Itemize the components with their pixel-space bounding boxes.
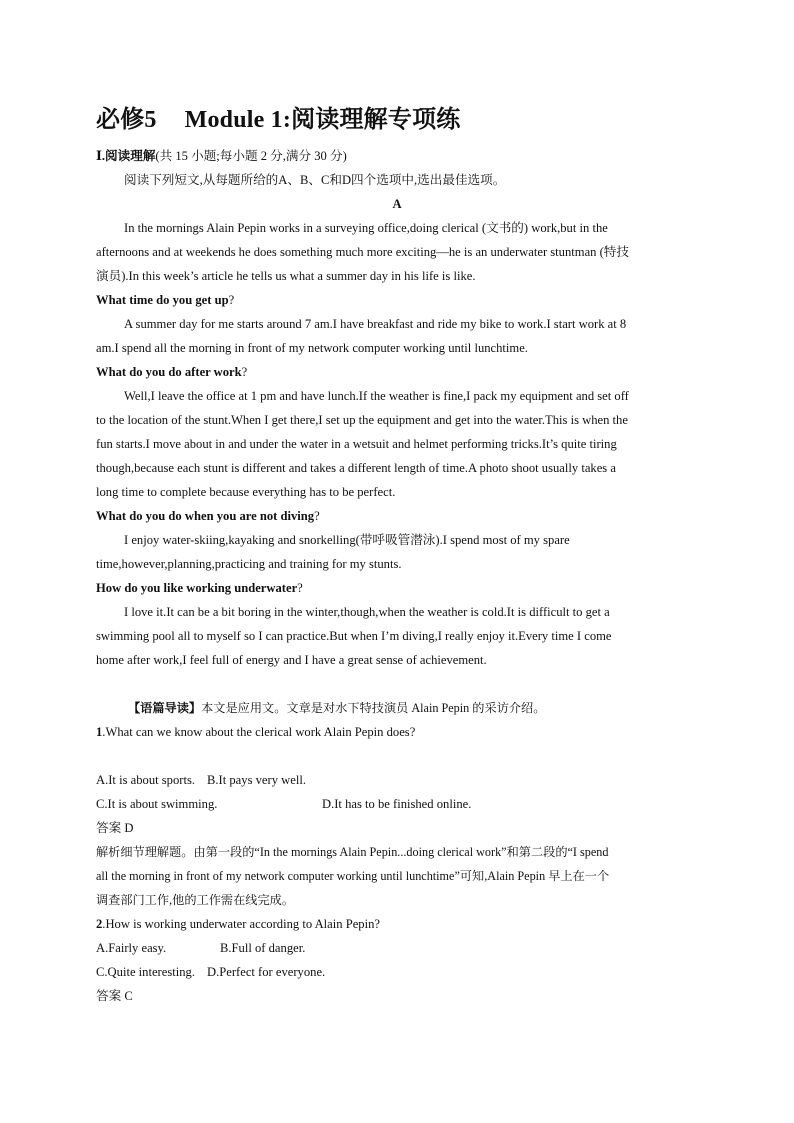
page-title bbox=[96, 106, 460, 134]
answer-line: I love it.It can be a bit boring in the winter,though,when the weather is cold.It is difficult to get a bbox=[124, 605, 610, 619]
interview-question-text: How do you like working underwater bbox=[96, 581, 298, 595]
question-2-options-row2 bbox=[96, 964, 692, 980]
question-2-stem bbox=[96, 916, 692, 932]
question-text: .What can we know about the clerical work Alain Pepin does? bbox=[102, 725, 416, 739]
interview-question-text: What time do you get up bbox=[96, 293, 229, 307]
interview-question-text: What do you do after work bbox=[96, 365, 242, 379]
answer-line: fun starts.I move about in and under the water in a wetsuit and helmet performing tricks.It’s quite tiring bbox=[96, 437, 617, 451]
interview-question-3: What do you do when you are not diving? bbox=[96, 509, 320, 523]
answer-line: home after work,I feel full of energy and I have a great sense of achievement. bbox=[96, 653, 487, 667]
answer-line: Well,I leave the office at 1 pm and have lunch.If the weather is fine,I pack my equipment and set off bbox=[124, 389, 629, 403]
section-heading bbox=[96, 148, 692, 164]
explanation-line: 解析细节理解题。由第一段的“In the mornings Alain Pepin...doing clerical work”和第二段的“I spend bbox=[96, 845, 609, 859]
answer-line: I enjoy water-skiing,kayaking and snorkelling(带呼吸管潜泳).I spend most of my spare bbox=[124, 533, 570, 547]
answer-key: 答案 D bbox=[96, 821, 134, 835]
instruction: 阅读下列短文,从每题所给的A、B、C和D四个选项中,选出最佳选项。 bbox=[124, 173, 506, 187]
answer-key: 答案 C bbox=[96, 989, 133, 1003]
explanation-line: 调查部门工作,他的工作需在线完成。 bbox=[96, 893, 295, 907]
passage-line: afternoons and at weekends he does something much more exciting—he is an underwater stuntman (特技 bbox=[96, 245, 629, 259]
interview-question-text: What do you do when you are not diving bbox=[96, 509, 315, 523]
option-b: B.It pays very well. bbox=[207, 773, 306, 787]
answer-line: A summer day for me starts around 7 am.I have breakfast and ride my bike to work.I start work at 8 bbox=[124, 317, 627, 331]
passage-line: In the mornings Alain Pepin works in a surveying office,doing clerical (文书的) work,but in the bbox=[124, 221, 608, 235]
question-number: 1 bbox=[96, 725, 103, 739]
question-1-stem bbox=[96, 724, 692, 740]
passage-label: A bbox=[392, 197, 402, 211]
guide-text: 本文是应用文。文章是对水下特技演员 Alain Pepin 的采访介绍。 bbox=[201, 701, 546, 715]
answer-line: time,however,planning,practicing and training for my stunts. bbox=[96, 557, 402, 571]
interview-question-4: How do you like working underwater? bbox=[96, 581, 303, 595]
question-text: .How is working underwater according to Alain Pepin? bbox=[102, 917, 380, 931]
answer-line: swimming pool all to myself so I can practice.But when I’m diving,I really enjoy it.Every time I come bbox=[96, 629, 612, 643]
answer-line: though,because each stunt is different and takes a different length of time.A photo shoot usually takes a bbox=[96, 461, 616, 475]
answer-line: long time to complete because everything has to be perfect. bbox=[96, 485, 396, 499]
question-1-options-row1 bbox=[96, 772, 692, 788]
question-number: 2 bbox=[96, 917, 103, 931]
option-b: B.Full of danger. bbox=[220, 941, 306, 955]
question-1-options-row2 bbox=[96, 796, 692, 812]
option-a: A.It is about sports. bbox=[96, 773, 195, 787]
title-module: Module 1:阅读理解专项练 bbox=[184, 107, 461, 133]
passage-line: 演员).In this week’s article he tells us what a summer day in his life is like. bbox=[96, 269, 476, 283]
guide-label: 【语篇导读】 bbox=[128, 701, 202, 715]
option-d: D.It has to be finished online. bbox=[322, 797, 472, 811]
interview-question-1: What time do you get up? bbox=[96, 293, 235, 307]
section-label: Ⅰ.阅读理解 bbox=[96, 149, 156, 163]
option-c: C.It is about swimming. bbox=[96, 797, 218, 811]
explanation-line: all the morning in front of my network computer working until lunchtime”可知,Alain Pepin 早上在一个 bbox=[96, 869, 610, 883]
section-meta: (共 15 小题;每小题 2 分,满分 30 分) bbox=[155, 149, 347, 163]
answer-line: am.I spend all the morning in front of my network computer working until lunchtime. bbox=[96, 341, 528, 355]
title-book: 必修5 bbox=[96, 107, 157, 133]
option-a: A.Fairly easy. bbox=[96, 941, 167, 955]
interview-question-2: What do you do after work? bbox=[96, 365, 248, 379]
answer-line: to the location of the stunt.When I get there,I set up the equipment and get into the water.This is when the bbox=[96, 413, 628, 427]
reading-guide bbox=[128, 700, 696, 716]
option-c: C.Quite interesting. bbox=[96, 965, 195, 979]
option-d: D.Perfect for everyone. bbox=[207, 965, 326, 979]
question-2-options-row1 bbox=[96, 940, 692, 956]
